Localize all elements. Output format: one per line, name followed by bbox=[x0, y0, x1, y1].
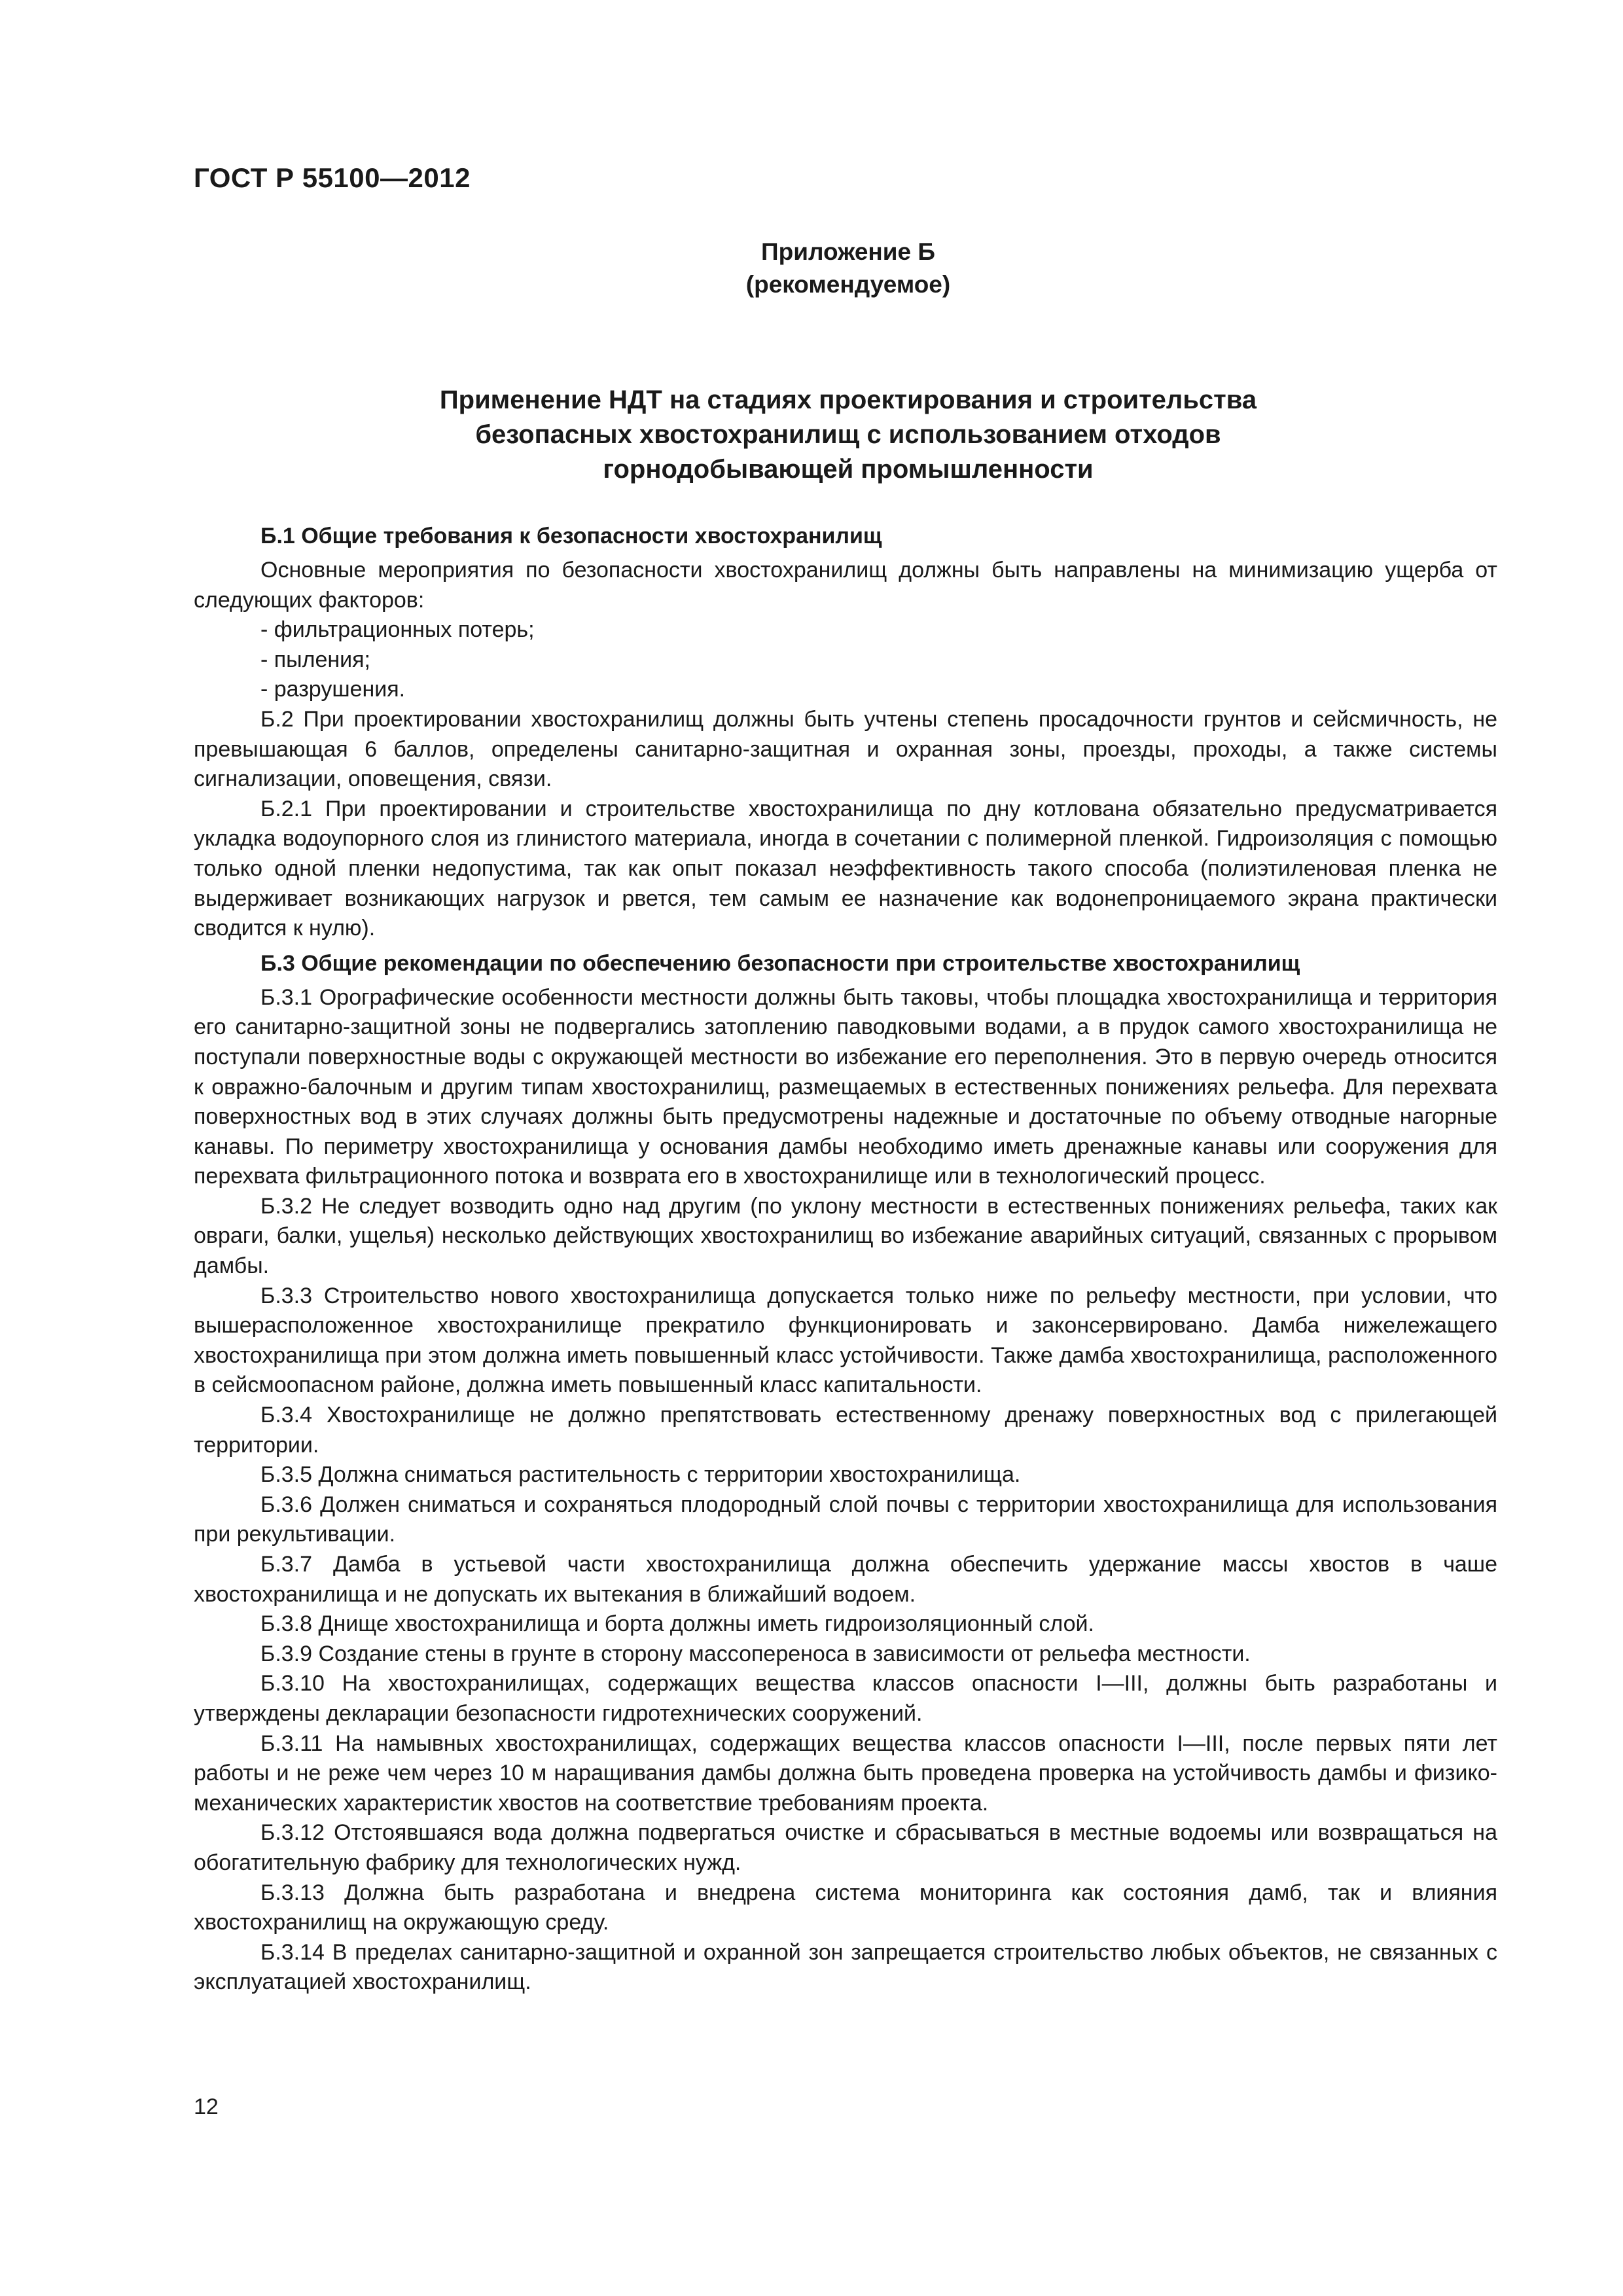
paragraph-b3-6: Б.3.6 Должен сниматься и сохраняться плодородный слой почвы с территории хвостохранилища для использования при рекультивации. bbox=[194, 1492, 1497, 1547]
paragraph-b3-2: Б.3.2 Не следует возводить одно над другим (по уклону местности в естественных понижениях рельефа, таких как овраги, балки, ущелья) несколько действующих хвостохранилищ во избежание аварийных ситуаций, связанных с прорывом дамбы. bbox=[194, 1193, 1497, 1279]
paragraph-b3-9: Б.3.9 Создание стены в грунте в сторону массопереноса в зависимости от рельефа местности. bbox=[260, 1641, 1251, 1666]
page-number: 12 bbox=[194, 2094, 219, 2119]
title-line-3: горнодобывающей промышленности bbox=[603, 455, 1094, 484]
paragraph-b3-10: Б.3.10 На хвостохранилищах, содержащих вещества классов опасности I—III, должны быть разработаны и утверждены декларации безопасности гидротехнических сооружений. bbox=[194, 1671, 1497, 1726]
title-line-2: безопасных хвостохранилищ с использованием отходов bbox=[475, 420, 1221, 449]
annex-status: (рекомендуемое) bbox=[745, 271, 951, 298]
title-line-1: Применение НДТ на стадиях проектирования и строительства bbox=[439, 386, 1257, 414]
paragraph-b1-intro: Основные мероприятия по безопасности хвостохранилищ должны быть направлены на минимизацию ущерба от следующих факторов: bbox=[194, 558, 1497, 613]
paragraph-b3-7: Б.3.7 Дамба в устьевой части хвостохранилища должна обеспечить удержание массы хвостов в чаше хвостохранилища и не допускать их вытекания в ближайший водоем. bbox=[194, 1552, 1497, 1607]
paragraph-b3-11: Б.3.11 На намывных хвостохранилищах, содержащих вещества классов опасности I—III, после первых пяти лет работы и не реже чем через 10 м наращивания дамбы должна быть проведена проверка на устойчивость дамбы и физико-механических характеристик хвостов на соответствие требованиям проекта. bbox=[194, 1731, 1497, 1816]
paragraph-b3-8: Б.3.8 Днище хвостохранилища и борта должны иметь гидроизоляционный слой. bbox=[260, 1611, 1094, 1637]
paragraph-b3-14: Б.3.14 В пределах санитарно-защитной и охранной зон запрещается строительство любых объектов, не связанных с эксплуатацией хвостохранилищ. bbox=[194, 1939, 1497, 1995]
annex-title bbox=[194, 383, 1503, 487]
paragraph-b2: Б.2 При проектировании хвостохранилищ должны быть учтены степень просадочности грунтов и сейсмичность, не превышающая 6 баллов, определены санитарно-защитная и охранная зоны, проезды, проходы, а также системы сигнализации, оповещения, связи. bbox=[194, 706, 1497, 792]
paragraph-b3-3: Б.3.3 Строительство нового хвостохранилища допускается только ниже по рельефу местности, при условии, что вышерасположенное хвостохранилище прекратило функционировать и законсервировано. Дамба нижележащего хвостохранилища при этом должна иметь повышенный класс устойчивости. Также дамба хвостохранилища, расположенного в сейсмоопасном районе, должна иметь повышенный класс капитальности. bbox=[194, 1283, 1497, 1398]
paragraph-b3-4: Б.3.4 Хвостохранилище не должно препятствовать естественному дренажу поверхностных вод с прилегающей территории. bbox=[194, 1403, 1497, 1458]
list-item: - разрушения. bbox=[260, 677, 406, 702]
document-code-header: ГОСТ Р 55100—2012 bbox=[194, 162, 471, 193]
list-item: - фильтрационных потерь; bbox=[260, 617, 535, 643]
paragraph-b2-1: Б.2.1 При проектировании и строительстве хвостохранилища по дну котлована обязательно предусматривается укладка водоупорного слоя из глинистого материала, иногда в сочетании с полимерной пленкой. Гидроизоляция с помощью только одной пленки недопустима, так как опыт показал неэффективность такого способа (полиэтиленовая пленка не выдерживает возникающих нагрузок и рвется, тем самым ее назначение как водонепроницаемого экрана практически сводится к нулю). bbox=[194, 796, 1497, 941]
paragraph-b3-5: Б.3.5 Должна сниматься растительность с территории хвостохранилища. bbox=[260, 1462, 1021, 1488]
paragraph-b3-12: Б.3.12 Отстоявшаяся вода должна подвергаться очистке и сбрасываться в местные водоемы или возвращаться на обогатительную фабрику для технологических нужд. bbox=[194, 1820, 1497, 1875]
section-heading-b3: Б.3 Общие рекомендации по обеспечению безопасности при строительстве хвостохранилищ bbox=[260, 950, 1300, 976]
annex-label: Приложение Б bbox=[761, 238, 935, 265]
list-item: - пыления; bbox=[260, 647, 370, 672]
document-body bbox=[194, 520, 1497, 1998]
paragraph-b3-13: Б.3.13 Должна быть разработана и внедрена система мониторинга как состояния дамб, так и влияния хвостохранилищ на окружающую среду. bbox=[194, 1880, 1497, 1935]
paragraph-b3-1: Б.3.1 Орографические особенности местности должны быть таковы, чтобы площадка хвостохранилища и территория его санитарно-защитной зоны не подвергались затоплению паводковыми водами, а в прудок самого хвостохранилища не поступали поверхностные воды с окружающей местности во избежание его переполнения. Это в первую очередь относится к овражно-балочным и другим типам хвостохранилищ, размещаемых в естественных понижениях рельефа. Для перехвата поверхностных вод в этих случаях должны быть предусмотрены надежные и достаточные по объему отводные нагорные канавы. По периметру хвостохранилища у основания дамбы необходимо иметь дренажные канавы или сооружения для перехвата фильтрационного потока и возврата его в хвостохранилище или в технологический процесс. bbox=[194, 984, 1497, 1189]
annex-block bbox=[194, 236, 1503, 301]
section-heading-b1: Б.1 Общие требования к безопасности хвостохранилищ bbox=[260, 524, 882, 548]
